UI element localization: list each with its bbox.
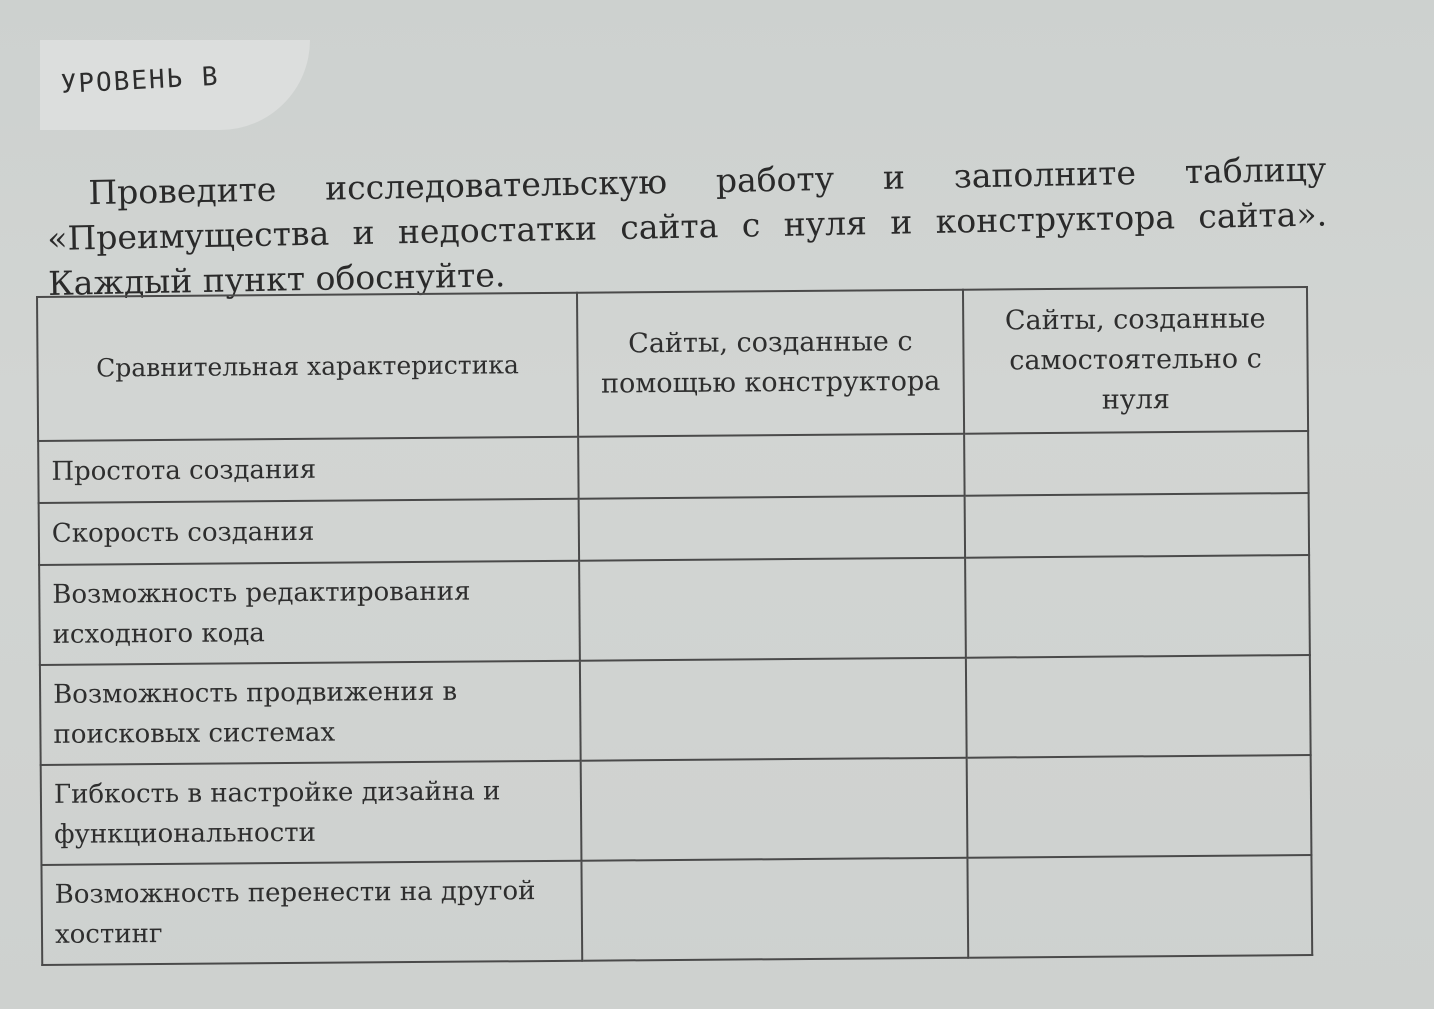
cell-from-scratch[interactable] <box>967 755 1312 858</box>
row-label: Возможность перенести на другой хостинг <box>41 861 582 965</box>
table-row <box>41 855 1312 965</box>
header-characteristic: Сравнительная характеристика <box>37 293 578 441</box>
table-row <box>38 431 1308 503</box>
cell-from-scratch[interactable] <box>965 493 1309 558</box>
cell-from-scratch[interactable] <box>964 431 1308 496</box>
row-label: Гибкость в настройке дизайна и функциональности <box>41 761 582 865</box>
task-instructions: Проведите исследовательскую работу и заполните таблицу «Преимущества и недостатки сайта с нуля и конструктора сайта». Каждый пункт обоснуйте. <box>46 149 1328 303</box>
table-row <box>39 555 1310 665</box>
row-label: Возможность редактирования исходного кода <box>39 561 580 665</box>
row-label: Простота создания <box>38 437 578 503</box>
cell-constructor[interactable] <box>581 858 968 961</box>
table-row <box>40 655 1311 765</box>
header-constructor-sites: Сайты, созданные с помощью конструктора <box>577 290 964 437</box>
cell-constructor[interactable] <box>579 558 966 661</box>
table-header-row <box>37 287 1308 441</box>
cell-constructor[interactable] <box>580 658 967 761</box>
row-label: Возможность продвижения в поисковых системах <box>40 661 581 765</box>
cell-from-scratch[interactable] <box>966 655 1311 758</box>
cell-from-scratch[interactable] <box>965 555 1310 658</box>
cell-constructor[interactable] <box>579 496 965 561</box>
table-row <box>39 493 1309 565</box>
table-row <box>41 755 1312 865</box>
comparison-table <box>36 286 1313 966</box>
level-heading: УРОВЕНЬ B <box>60 61 221 100</box>
cell-constructor[interactable] <box>581 758 968 861</box>
cell-from-scratch[interactable] <box>967 855 1312 958</box>
header-scratch-sites: Сайты, созданные самостоятельно с нуля <box>963 287 1308 434</box>
cell-constructor[interactable] <box>578 434 964 499</box>
row-label: Скорость создания <box>39 499 579 565</box>
